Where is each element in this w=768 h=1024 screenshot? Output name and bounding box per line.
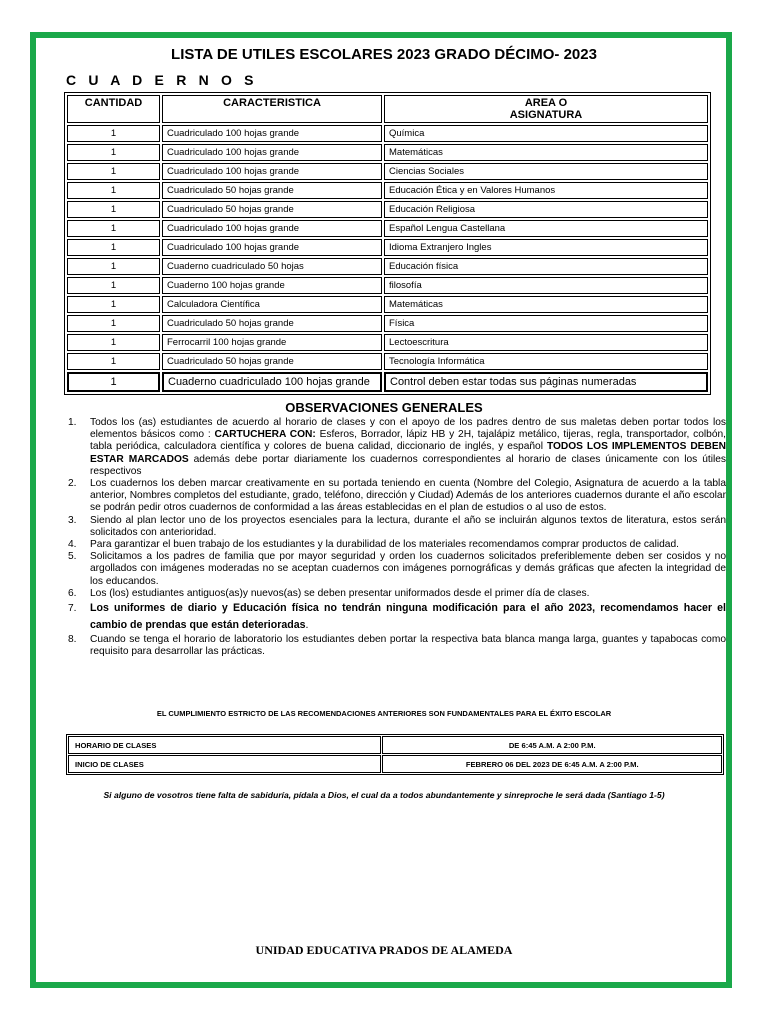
cell-area: Educación Religiosa <box>384 201 708 218</box>
bible-quote: Si alguno de vosotros tiene falta de sabiduría, pídala a Dios, el cual da a todos abundantemente y sinreproche le será dada (Santiago 1-5) <box>103 790 665 800</box>
list-item <box>68 588 726 600</box>
table-row <box>67 125 708 142</box>
observaciones-list <box>68 417 726 658</box>
cell-caracteristica: Ferrocarril 100 hojas grande <box>162 334 382 351</box>
schedule-value: FEBRERO 06 DEL 2023 DE 6:45 A.M. A 2:00 P.M. <box>382 755 722 773</box>
cell-caracteristica: Cuadriculado 50 hojas grande <box>162 315 382 332</box>
cell-cantidad: 1 <box>67 144 160 161</box>
table-row <box>68 736 722 754</box>
cell-cantidad: 1 <box>67 372 160 392</box>
table-row <box>67 144 708 161</box>
list-item <box>68 539 726 551</box>
cell-area: Educación física <box>384 258 708 275</box>
item-text: Solicitamos a los padres de familia que por mayor seguridad y orden los cuadernos solicitados preferiblemente deben ser cosidos y no argollados con imágenes moderadas no se aceptan cuadernos con imágenes pornográficas y demás gráficas que afecten la integridad de los educandos. <box>90 551 726 587</box>
cell-area: Educación Ética y en Valores Humanos <box>384 182 708 199</box>
header-area <box>384 95 708 123</box>
list-item <box>68 551 726 588</box>
item-text: Todos los (as) estudiantes de acuerdo al horario de clases y con el apoyo de los padres dentro de sus maletas deben portar todos los elementos básicos como : <box>90 417 726 441</box>
table-row <box>67 201 708 218</box>
section-heading-cuadernos: C U A D E R N O S <box>66 72 258 88</box>
item-number: 2. <box>68 478 77 490</box>
cell-area: Física <box>384 315 708 332</box>
table-row <box>67 182 708 199</box>
schedule-table <box>66 734 724 775</box>
cell-cantidad: 1 <box>67 239 160 256</box>
item-text: Siendo al plan lector uno de los proyectos esenciales para la lectura, durante el año se incluirán algunos textos de literatura, estos serán solicitados con anterioridad. <box>90 514 726 538</box>
header-area-line1: AREA O <box>524 97 568 109</box>
item-number: 6. <box>68 587 77 599</box>
cell-caracteristica: Cuaderno cuadriculado 100 hojas grande <box>162 372 382 392</box>
table-header-row <box>67 95 708 123</box>
cell-cantidad: 1 <box>67 163 160 180</box>
schedule-label: INICIO DE CLASES <box>68 755 381 773</box>
cell-caracteristica: Cuadriculado 50 hojas grande <box>162 182 382 199</box>
cell-caracteristica: Cuadriculado 50 hojas grande <box>162 201 382 218</box>
page-title: LISTA DE UTILES ESCOLARES 2023 GRADO DÉCIMO- 2023 <box>171 46 597 63</box>
cell-cantidad: 1 <box>67 296 160 313</box>
item-text: Los cuadernos los deben marcar creativamente en su portada teniendo en cuenta (Nombre del Colegio, Asignatura de acuerdo a la tabla anterior, Nombres completos del estudiante, grado, teléfono, dirección y Ciudad) Además de los anteriores cuadernos durante el año escolar se podrán pedir otros cuadernos de conformidad a las áreas establecidas en el plan de estudios o al uso de estos. <box>90 478 726 514</box>
list-item <box>68 417 726 478</box>
table-row <box>67 220 708 237</box>
cell-cantidad: 1 <box>67 315 160 332</box>
cell-cantidad: 1 <box>67 182 160 199</box>
cell-cantidad: 1 <box>67 220 160 237</box>
item-text-bold: CARTUCHERA CON: <box>214 429 316 441</box>
cell-cantidad: 1 <box>67 201 160 218</box>
cell-cantidad: 1 <box>67 334 160 351</box>
cell-cantidad: 1 <box>67 277 160 294</box>
cell-cantidad: 1 <box>67 258 160 275</box>
table-row <box>68 755 722 773</box>
cell-area: Química <box>384 125 708 142</box>
item-number: 3. <box>68 514 77 526</box>
item-number: 8. <box>68 634 77 646</box>
item-text: Esferos, Borrador, lápiz HB y 2H, tajalápiz metálico, tijeras, regla, transportador, colbón, tabla periódica, calculadora científica y colores de buena calidad, diccionario de inglés, y español <box>90 429 726 453</box>
observaciones-title: OBSERVACIONES GENERALES <box>285 400 483 415</box>
cell-caracteristica: Cuaderno 100 hojas grande <box>162 277 382 294</box>
cell-area: Matemáticas <box>384 144 708 161</box>
item-text: Los uniformes de diario y Educación física no tendrán ninguna modificación para el año 2023, recomendamos hacer el cambio de prendas que están deterioradas <box>90 602 726 632</box>
cell-area: Lectoescritura <box>384 334 708 351</box>
item-number: 1. <box>68 417 77 428</box>
cell-caracteristica: Cuadriculado 100 hojas grande <box>162 144 382 161</box>
cell-caracteristica: Calculadora Científica <box>162 296 382 313</box>
cell-caracteristica: Cuadriculado 50 hojas grande <box>162 353 382 370</box>
cell-area: Matemáticas <box>384 296 708 313</box>
cell-caracteristica: Cuadriculado 100 hojas grande <box>162 239 382 256</box>
schedule-value: DE 6:45 A.M. A 2:00 P.M. <box>382 736 722 754</box>
list-item <box>68 515 726 539</box>
table-row <box>67 239 708 256</box>
table-row <box>67 277 708 294</box>
list-item <box>68 634 726 658</box>
cell-caracteristica: Cuadriculado 100 hojas grande <box>162 163 382 180</box>
notice-text: EL CUMPLIMIENTO ESTRICTO DE LAS RECOMENDACIONES ANTERIORES SON FUNDAMENTALES PARA EL ÉXITO ESCOLAR <box>156 709 612 718</box>
item-text: Para garantizar el buen trabajo de los estudiantes y la durabilidad de los materiales recomendamos comprar productos de calidad. <box>90 539 679 551</box>
item-text: Los (los) estudiantes antiguos(as)y nuevos(as) se deben presentar uniformados desde el primer día de clases. <box>90 587 590 599</box>
table-row <box>67 353 708 370</box>
list-item <box>68 478 726 515</box>
table-row <box>67 372 708 392</box>
cell-caracteristica: Cuaderno cuadriculado 50 hojas <box>162 258 382 275</box>
cell-area: Ciencias Sociales <box>384 163 708 180</box>
item-text: Cuando se tenga el horario de laboratorio los estudiantes deben portar la respectiva bata blanca manga larga, guantes y tapabocas como requisito para desarrollar las prácticas. <box>90 634 726 658</box>
list-item <box>68 600 726 634</box>
table-row <box>67 334 708 351</box>
item-text-tail: . <box>305 619 309 632</box>
table-row <box>67 296 708 313</box>
cell-area: Idioma Extranjero Ingles <box>384 239 708 256</box>
supplies-table <box>64 92 711 395</box>
cell-area: filosofía <box>384 277 708 294</box>
cell-caracteristica: Cuadriculado 100 hojas grande <box>162 125 382 142</box>
cell-cantidad: 1 <box>67 125 160 142</box>
header-caracteristica: CARACTERISTICA <box>162 95 382 123</box>
table-row <box>67 315 708 332</box>
cell-area: Español Lengua Castellana <box>384 220 708 237</box>
cell-cantidad: 1 <box>67 353 160 370</box>
table-row <box>67 258 708 275</box>
item-text: además debe portar diariamente los cuadernos correspondientes al horario de clases únicamente con los útiles respectivos <box>90 453 726 477</box>
cell-area: Tecnología Informática <box>384 353 708 370</box>
item-text-bold: TODOS LOS IMPLEMENTOS DEBEN ESTAR MARCADOS <box>90 441 726 465</box>
school-name: UNIDAD EDUCATIVA PRADOS DE ALAMEDA <box>255 943 513 957</box>
table-row <box>67 163 708 180</box>
item-number: 4. <box>68 539 77 551</box>
cell-area: Control deben estar todas sus páginas numeradas <box>384 372 708 392</box>
cell-caracteristica: Cuadriculado 100 hojas grande <box>162 220 382 237</box>
header-area-line2: ASIGNATURA <box>509 109 583 121</box>
header-cantidad: CANTIDAD <box>67 95 160 123</box>
schedule-label: HORARIO DE CLASES <box>68 736 381 754</box>
item-number: 7. <box>68 603 77 615</box>
item-number: 5. <box>68 551 77 563</box>
